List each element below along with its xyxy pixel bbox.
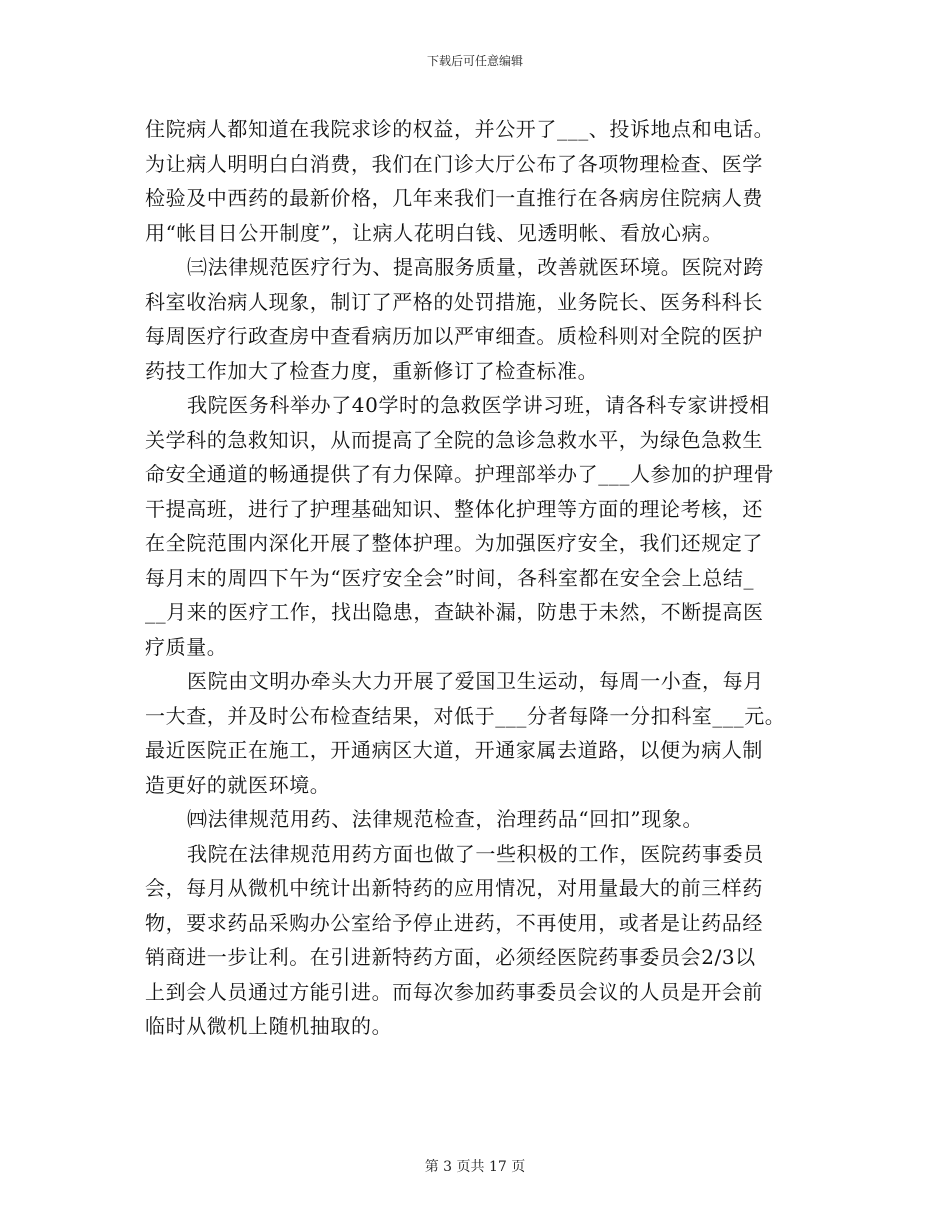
paragraph-start-line: 我院医务科举办了40学时的急救医学讲习班，请各科专家讲授相 [187, 393, 770, 417]
paragraph-start-line: 医院由文明办牵头大力开展了爱国卫生运动，每周一小查，每月 [187, 669, 764, 693]
text-line: 会，每月从微机中统计出新特药的应用情况，对用量最大的前三样药 [145, 876, 763, 900]
document-body [145, 112, 825, 1044]
text-line: __月来的医疗工作，找出隐患，查缺补漏，防患于未然，不断提高医 [145, 600, 764, 624]
page-header: 下载后可任意编辑 [426, 54, 523, 68]
text-line: 一大查，并及时公布检查结果，对低于___分者每降一分扣科室___元。 [145, 703, 786, 728]
section-heading-line: ㈣法律规范用药、法律规范检查，治理药品“回扣”现象。 [187, 807, 704, 831]
text-line: 上到会人员通过方能引进。而每次参加药事委员会议的人员是开会前 [145, 979, 763, 1004]
text-line: 关学科的急救知识，从而提高了全院的急诊急救水平，为绿色急救生 [145, 427, 763, 452]
section-heading-line: ㈢法律规范医疗行为、提高服务质量，改善就医环境。医院对跨 [187, 255, 764, 279]
text-line: 最近医院正在施工，开通病区大道，开通家属去道路，以便为病人制 [145, 738, 763, 762]
text-line: 用“帐目日公开制度”，让病人花明白钱、见透明帐、看放心病。 [145, 220, 723, 245]
text-line: 为让病人明明白白消费，我们在门诊大厅公布了各项物理检查、医学 [145, 151, 763, 176]
text-line: 每月末的周四下午为“医疗安全会”时间，各科室都在安全会上总结_ [145, 565, 755, 590]
text-line: 药技工作加大了检查力度，重新修订了检查标准。 [145, 358, 599, 383]
text-line: 干提高班，进行了护理基础知识、整体化护理等方面的理论考核，还 [145, 496, 763, 521]
text-line: 疗质量。 [145, 634, 228, 659]
text-line: 科室收治病人现象，制订了严格的处罚措施，业务院长、医务科科长 [145, 289, 763, 314]
text-line: 命安全通道的畅通提供了有力保障。护理部举办了___人参加的护理骨 [145, 462, 775, 486]
text-line: 物，要求药品采购办公室给予停止进药，不再使用，或者是让药品经 [145, 910, 763, 935]
text-line: 检验及中西药的最新价格，几年来我们一直推行在各病房住院病人费 [145, 186, 763, 210]
page-number: 第 3 页共 17 页 [424, 1159, 526, 1175]
text-line: 在全院范围内深化开展了整体护理。为加强医疗安全，我们还规定了 [145, 531, 763, 555]
text-line: 每周医疗行政查房中查看病历加以严审细查。质检科则对全院的医护 [145, 324, 763, 348]
text-line: 造更好的就医环境。 [145, 772, 331, 797]
text-line: 销商进一步让利。在引进新特药方面，必须经医院药事委员会2/3以 [145, 945, 756, 969]
text-line: 临时从微机上随机抽取的。 [145, 1014, 393, 1038]
paragraph-start-line: 我院在法律规范用药方面也做了一些积极的工作，医院药事委员 [187, 841, 764, 866]
text-line: 住院病人都知道在我院求诊的权益，并公开了___、投诉地点和电话。 [145, 117, 775, 141]
